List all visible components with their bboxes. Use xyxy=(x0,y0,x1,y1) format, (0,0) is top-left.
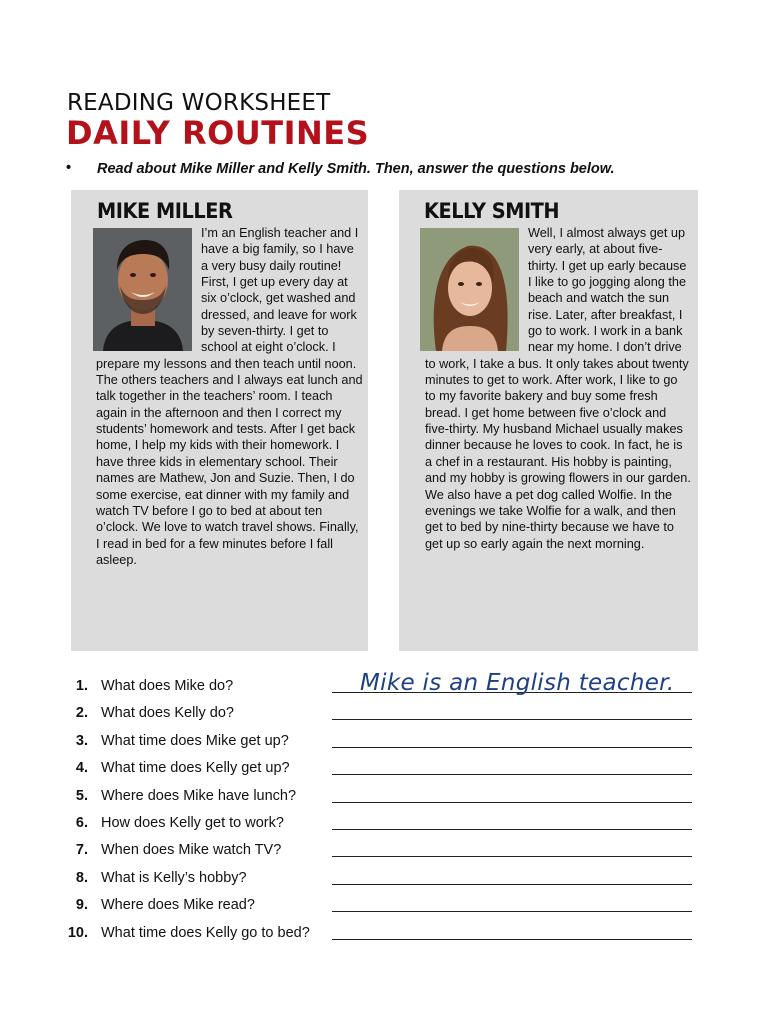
answer-line[interactable] xyxy=(332,829,692,830)
question-number: 4. xyxy=(75,760,88,777)
question-text: What does Kelly do? xyxy=(101,705,234,722)
kelly-story-text: Well, I almost always get up very early, at about five-thirty. I get up early because I like to go jogging along the beach and watch the sun rise. Later, after breakfast, I go to work. I work in a bank near my home. I don’t drive to work, I take a bus. It only takes about twenty minutes to get to work. After work, I like to go to my favorite bakery and buy some fresh bread. I get home between five o’clock and five-thirty. My husband Michael usually makes dinner because he loves to cook. In fact, he is a chef in a restaurant. His hobby is painting, and my hobby is growing flowers in our garden. We also have a pet dog called Wolfie. In the evenings we take Wolfie for a walk, and then get to bed by nine-thirty because we have to get up so early again the next morning. xyxy=(425,226,691,551)
answer-line[interactable] xyxy=(332,911,692,912)
question-text: How does Kelly get to work? xyxy=(101,814,284,831)
answer-line[interactable] xyxy=(332,774,692,775)
question-text: Where does Mike read? xyxy=(101,897,255,914)
question-row xyxy=(62,727,702,754)
answer-line[interactable] xyxy=(332,884,692,885)
question-text: What time does Mike get up? xyxy=(101,732,289,749)
answer-line[interactable] xyxy=(332,802,692,803)
answer-line[interactable] xyxy=(332,939,692,940)
question-number: 7. xyxy=(75,842,88,859)
question-row xyxy=(62,672,702,699)
question-text: What is Kelly’s hobby? xyxy=(101,869,247,886)
question-row xyxy=(62,919,702,946)
question-row xyxy=(62,836,702,863)
mike-photo-space xyxy=(93,228,192,351)
mike-story-text: I’m an English teacher and I have a big family, so I have a very busy daily routine! First, I get up every day at six o’clock, get washed and dressed, and leave for work by seven-thirty. I get to school at eight o’clock. I prepare my lessons and then teach until noon. The others teachers and I always eat lunch and talk together in the teachers’ room. I teach again in the afternoon and then I correct my students’ homework and tests. After I get back home, I help my kids with their homework. I have three kids in elementary school. Their names are Mathew, Jon and Suzie. Then, I do some exercise, eat dinner with my family and watch TV before I go to bed at about ten o’clock. We love to watch travel shows. Finally, I read in bed for a few minutes before I fall asleep. xyxy=(96,226,363,567)
kelly-story xyxy=(425,225,691,552)
question-number: 1. xyxy=(75,678,88,694)
question-number: 9. xyxy=(75,897,88,914)
worksheet-title: DAILY ROUTINES xyxy=(66,114,370,152)
question-row xyxy=(62,699,702,726)
kelly-panel xyxy=(399,190,698,651)
mike-name: MIKE MILLER xyxy=(97,199,233,223)
handwritten-answer: Mike is an English teacher. xyxy=(360,670,675,696)
question-number: 8. xyxy=(75,869,88,886)
question-text: What time does Kelly go to bed? xyxy=(101,924,310,941)
question-number: 6. xyxy=(75,814,88,831)
question-row xyxy=(62,891,702,918)
question-text: Where does Mike have lunch? xyxy=(101,787,297,804)
questions-list xyxy=(62,672,702,946)
answer-line[interactable] xyxy=(332,719,692,720)
mike-panel xyxy=(71,190,368,651)
answer-line[interactable] xyxy=(332,856,692,857)
question-row xyxy=(62,809,702,836)
question-row xyxy=(62,864,702,891)
question-row xyxy=(62,782,702,809)
question-number: 2. xyxy=(75,705,88,722)
question-text: When does Mike watch TV? xyxy=(101,842,282,859)
question-number: 5. xyxy=(75,787,88,804)
kelly-name: KELLY SMITH xyxy=(424,199,560,223)
question-number: 3. xyxy=(75,732,88,749)
mike-story xyxy=(96,225,364,568)
answer-line[interactable] xyxy=(332,747,692,748)
question-text: What does Mike do? xyxy=(101,678,234,694)
bullet-icon: • xyxy=(66,160,72,176)
kelly-photo-space xyxy=(420,228,519,351)
question-row xyxy=(62,754,702,781)
question-text: What time does Kelly get up? xyxy=(101,760,290,777)
question-number: 10. xyxy=(67,924,88,941)
worksheet-subtitle: READING WORKSHEET xyxy=(67,90,331,116)
instruction-text: Read about Mike Miller and Kelly Smith. Then, answer the questions below. xyxy=(97,161,615,177)
